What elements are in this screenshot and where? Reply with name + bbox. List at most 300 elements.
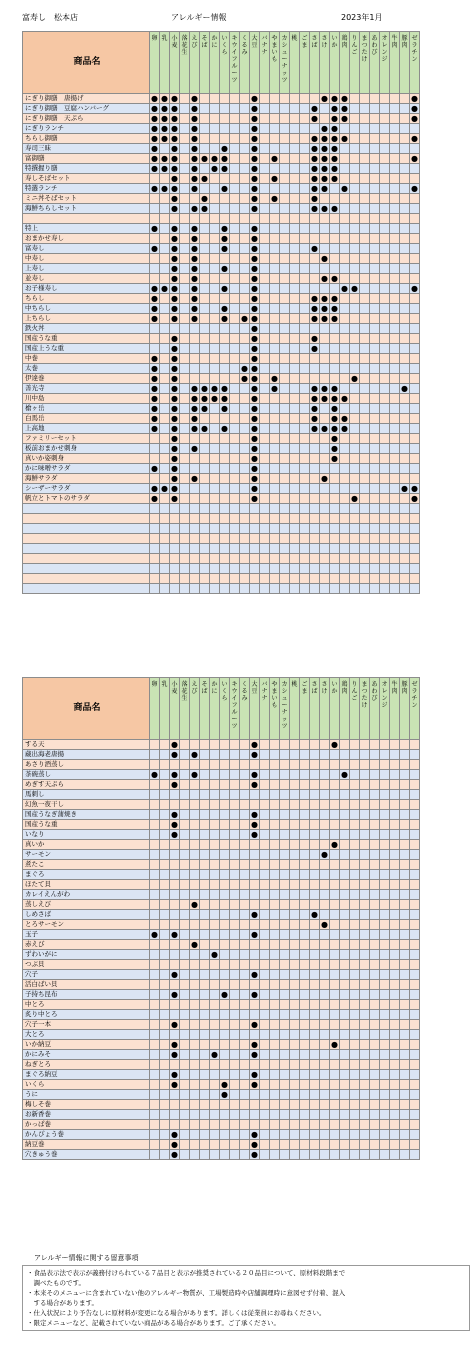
allergen-mark: ● [191,94,198,103]
allergen-mark: ● [321,304,328,313]
allergen-cell [380,980,390,990]
allergen-cell [390,890,400,900]
allergen-cell [400,950,410,960]
allergen-cell [360,174,370,184]
allergen-cell [390,574,400,584]
allergen-cell [220,950,230,960]
allergen-cell [310,214,320,224]
allergen-cell [330,494,340,504]
allergen-cell [330,1150,340,1160]
allergen-cell [350,930,360,940]
allergen-cell [300,334,310,344]
allergen-cell [290,424,300,434]
allergen-mark: ● [271,154,278,163]
allergen-mark: ● [251,1140,258,1149]
allergen-cell [160,1090,170,1100]
allergen-cell [180,414,190,424]
allergen-cell [220,434,230,444]
product-name: 国産うなぎ蒲焼き [23,810,150,820]
allergen-cell [240,514,250,524]
allergen-cell [350,870,360,880]
allergen-mark: ● [161,114,168,123]
allergen-cell [220,214,230,224]
allergen-cell [190,910,200,920]
allergen-cell [200,464,210,474]
allergen-cell [370,830,380,840]
allergen-cell [320,454,330,464]
allergen-cell [350,474,360,484]
allergen-cell [220,880,230,890]
allergen-cell [340,354,350,364]
allergen-mark: ● [251,324,258,333]
header-allergen [350,678,360,740]
allergen-cell [340,514,350,524]
allergen-cell [360,344,370,354]
allergen-cell [350,434,360,444]
allergen-mark: ● [331,164,338,173]
allergen-cell [390,800,400,810]
allergen-cell [340,444,350,454]
product-name: 梅しそ巻 [23,1100,150,1110]
allergen-cell [150,1140,160,1150]
allergen-cell [380,294,390,304]
allergen-cell [210,134,220,144]
allergen-cell [230,124,240,134]
allergen-cell [290,1120,300,1130]
allergen-label: まつたけ [361,35,368,63]
allergen-cell [270,1070,280,1080]
allergen-mark: ● [191,384,198,393]
allergen-cell [320,414,330,424]
allergen-mark: ● [331,124,338,133]
allergen-cell [360,434,370,444]
allergen-cell [210,244,220,254]
allergen-cell [370,1000,380,1010]
allergen-mark: ● [221,284,228,293]
allergen-cell [340,870,350,880]
allergen-cell [230,404,240,414]
allergen-cell [250,890,260,900]
allergen-cell [390,534,400,544]
allergen-cell [300,414,310,424]
allergen-cell [300,810,310,820]
allergen-cell [270,284,280,294]
allergen-cell [150,1040,160,1050]
allergen-cell [280,214,290,224]
allergen-cell [160,1150,170,1160]
header-allergen [160,32,170,94]
allergen-cell [150,890,160,900]
allergen-cell [380,494,390,504]
allergen-cell [190,800,200,810]
allergen-mark: ● [191,404,198,413]
table-row [23,274,420,284]
allergen-cell [340,930,350,940]
allergen-label: カシューナッツ [281,681,288,730]
allergen-cell [410,820,420,830]
allergen-mark: ● [171,424,178,433]
allergen-mark: ● [251,404,258,413]
allergen-cell [320,534,330,544]
allergen-cell [150,1150,160,1160]
allergen-cell [200,880,210,890]
allergen-cell [370,930,380,940]
allergen-cell [340,1000,350,1010]
header-allergen [200,32,210,94]
allergen-cell [210,900,220,910]
allergen-cell [260,760,270,770]
allergen-cell [330,760,340,770]
allergen-cell [280,1140,290,1150]
allergen-mark: ● [411,484,418,493]
allergen-cell [320,900,330,910]
product-name: しめさば [23,910,150,920]
allergen-label: さば [311,681,318,695]
allergen-cell [380,1110,390,1120]
allergen-cell [290,820,300,830]
allergen-cell [150,174,160,184]
allergen-cell [260,474,270,484]
allergen-cell [180,94,190,104]
allergen-cell [370,890,380,900]
allergen-label: あわび [371,35,378,56]
allergen-cell [280,264,290,274]
allergen-cell [280,254,290,264]
allergen-cell [370,424,380,434]
allergen-cell [260,354,270,364]
allergen-cell [270,134,280,144]
allergen-cell [330,374,340,384]
allergen-cell [250,800,260,810]
allergen-cell [270,1090,280,1100]
allergen-cell [310,584,320,594]
allergen-cell [260,444,270,454]
allergen-cell [290,394,300,404]
header-allergen [370,678,380,740]
allergen-mark: ● [321,850,328,859]
allergen-cell [360,284,370,294]
allergen-mark: ● [221,990,228,999]
allergen-cell [320,1130,330,1140]
allergen-cell [310,1090,320,1100]
allergen-cell [180,1130,190,1140]
allergen-cell [290,880,300,890]
product-name: めぎす天ぷら [23,780,150,790]
product-name: かにみそ [23,1050,150,1060]
allergen-cell [350,564,360,574]
allergen-cell [180,850,190,860]
allergen-cell [210,920,220,930]
allergen-cell [370,840,380,850]
allergen-cell [400,750,410,760]
table-row [23,424,420,434]
allergen-mark: ● [171,750,178,759]
allergen-cell [210,980,220,990]
allergen-cell [180,344,190,354]
allergen-cell [150,334,160,344]
allergen-mark: ● [151,294,158,303]
allergen-cell [260,384,270,394]
allergen-mark: ● [251,134,258,143]
allergen-mark: ● [161,484,168,493]
allergen-cell [270,900,280,910]
note-line: 調べたものです。 [27,1279,85,1287]
allergen-cell [300,364,310,374]
allergen-cell [310,434,320,444]
allergen-cell [240,1130,250,1140]
table-row [23,334,420,344]
allergen-cell [320,860,330,870]
allergen-cell [390,374,400,384]
allergen-cell [190,810,200,820]
allergen-cell [150,574,160,584]
allergen-mark: ● [221,404,228,413]
allergen-cell [270,314,280,324]
allergen-cell [370,1150,380,1160]
allergen-cell [230,750,240,760]
allergen-cell [220,134,230,144]
allergen-mark: ● [251,424,258,433]
allergen-cell [290,760,300,770]
allergen-cell [210,800,220,810]
allergen-cell [340,574,350,584]
allergen-cell [230,154,240,164]
allergen-cell [260,564,270,574]
allergen-cell [250,980,260,990]
allergen-cell [260,524,270,534]
allergen-cell [190,990,200,1000]
allergen-cell [200,574,210,584]
allergen-cell [180,484,190,494]
allergen-cell [320,504,330,514]
allergen-mark: ● [171,264,178,273]
allergen-cell [220,1150,230,1160]
allergen-cell [330,970,340,980]
product-name: 真いか姿刺身 [23,454,150,464]
header-allergen [400,678,410,740]
allergen-cell [360,1080,370,1090]
allergen-mark: ● [251,770,258,779]
allergen-cell [310,474,320,484]
allergen-cell [260,860,270,870]
allergen-cell [400,224,410,234]
allergen-cell [240,930,250,940]
allergen-cell [360,1140,370,1150]
allergen-cell [350,770,360,780]
allergen-cell [150,1020,160,1030]
allergen-cell [160,1030,170,1040]
allergen-cell [350,534,360,544]
allergen-cell [400,1040,410,1050]
allergen-cell [320,404,330,414]
allergen-cell [220,860,230,870]
allergen-cell [200,514,210,524]
table-header-row [23,32,420,94]
allergen-cell [200,264,210,274]
allergen-cell [220,534,230,544]
allergen-cell [160,1020,170,1030]
allergen-cell [210,144,220,154]
allergen-cell [290,264,300,274]
product-name: 寿しそばセット [23,174,150,184]
allergen-cell [390,980,400,990]
header-allergen [200,678,210,740]
allergen-cell [370,960,380,970]
allergen-mark: ● [171,304,178,313]
allergen-cell [360,424,370,434]
allergen-cell [350,234,360,244]
allergen-mark: ● [201,204,208,213]
allergen-cell [340,1080,350,1090]
allergen-cell [310,770,320,780]
allergen-cell [240,224,250,234]
note-line: する場合があります。 [27,1299,98,1307]
product-name: 子持ち昆布 [23,990,150,1000]
allergen-cell [150,434,160,444]
allergen-cell [320,780,330,790]
allergen-mark: ● [251,484,258,493]
allergen-cell [310,930,320,940]
allergen-cell [310,504,320,514]
allergen-table-single-items [22,677,420,1160]
header-allergen [260,32,270,94]
allergen-cell [370,384,380,394]
allergen-cell [300,574,310,584]
allergen-cell [180,950,190,960]
allergen-cell [210,1070,220,1080]
allergen-mark: ● [151,244,158,253]
allergen-cell [290,174,300,184]
allergen-cell [230,870,240,880]
allergen-cell [260,154,270,164]
allergen-cell [340,920,350,930]
allergen-cell [400,810,410,820]
allergen-cell [270,404,280,414]
allergen-cell [410,1110,420,1120]
allergen-mark: ● [251,990,258,999]
allergen-cell [160,880,170,890]
allergen-cell [410,404,420,414]
allergen-cell [290,780,300,790]
allergen-cell [400,584,410,594]
header-allergen [250,32,260,94]
table-row [23,164,420,174]
allergen-cell [390,880,400,890]
allergen-cell [380,554,390,564]
allergen-mark: ● [171,414,178,423]
allergen-mark: ● [151,94,158,103]
allergen-cell [370,434,380,444]
allergen-cell [180,840,190,850]
allergen-cell [270,890,280,900]
allergen-cell [240,334,250,344]
allergen-cell [260,920,270,930]
allergen-cell [380,930,390,940]
allergen-cell [230,114,240,124]
allergen-cell [270,494,280,504]
allergen-mark: ● [171,364,178,373]
allergen-cell [270,124,280,134]
table-row [23,344,420,354]
allergen-cell [230,860,240,870]
allergen-cell [280,1050,290,1060]
header-allergen [410,678,420,740]
allergen-cell [300,1120,310,1130]
allergen-mark: ● [311,334,318,343]
allergen-cell [270,264,280,274]
allergen-cell [270,354,280,364]
allergen-mark: ● [221,144,228,153]
allergen-cell [230,1040,240,1050]
allergen-cell [260,464,270,474]
allergen-cell [220,504,230,514]
table-row [23,534,420,544]
allergen-cell [290,124,300,134]
allergen-cell [240,830,250,840]
allergen-cell [160,214,170,224]
allergen-cell [350,760,360,770]
allergen-mark: ● [251,414,258,423]
allergen-cell [220,274,230,284]
allergen-cell [220,524,230,534]
allergen-cell [340,154,350,164]
allergen-cell [410,950,420,960]
allergen-cell [220,194,230,204]
allergen-cell [160,534,170,544]
allergen-mark: ● [151,104,158,113]
allergen-cell [410,870,420,880]
allergen-label: 卵 [151,35,158,42]
allergen-mark: ● [171,494,178,503]
allergen-cell [410,234,420,244]
allergen-mark: ● [171,234,178,243]
allergen-mark: ● [251,244,258,253]
allergen-cell [290,104,300,114]
allergen-cell [200,104,210,114]
allergen-cell [160,1080,170,1090]
allergen-cell [150,1080,160,1090]
allergen-cell [310,374,320,384]
allergen-label: あわび [371,681,378,702]
allergen-cell [260,1020,270,1030]
allergen-cell [290,254,300,264]
allergen-cell [160,234,170,244]
allergen-cell [180,1070,190,1080]
allergen-cell [210,194,220,204]
allergen-cell [350,184,360,194]
allergen-mark: ● [251,204,258,213]
allergen-cell [160,750,170,760]
allergen-cell [390,394,400,404]
header-allergen [270,678,280,740]
allergen-cell [260,810,270,820]
allergen-cell [200,840,210,850]
table-row [23,114,420,124]
allergen-cell [170,940,180,950]
allergen-cell [320,344,330,354]
allergen-cell [300,194,310,204]
allergen-cell [270,840,280,850]
allergen-mark: ● [161,284,168,293]
allergen-cell [390,790,400,800]
allergen-cell [290,584,300,594]
allergen-cell [340,1020,350,1030]
allergen-cell [290,314,300,324]
allergen-cell [200,850,210,860]
allergen-cell [350,1040,360,1050]
allergen-mark: ● [341,394,348,403]
allergen-cell [180,1150,190,1160]
